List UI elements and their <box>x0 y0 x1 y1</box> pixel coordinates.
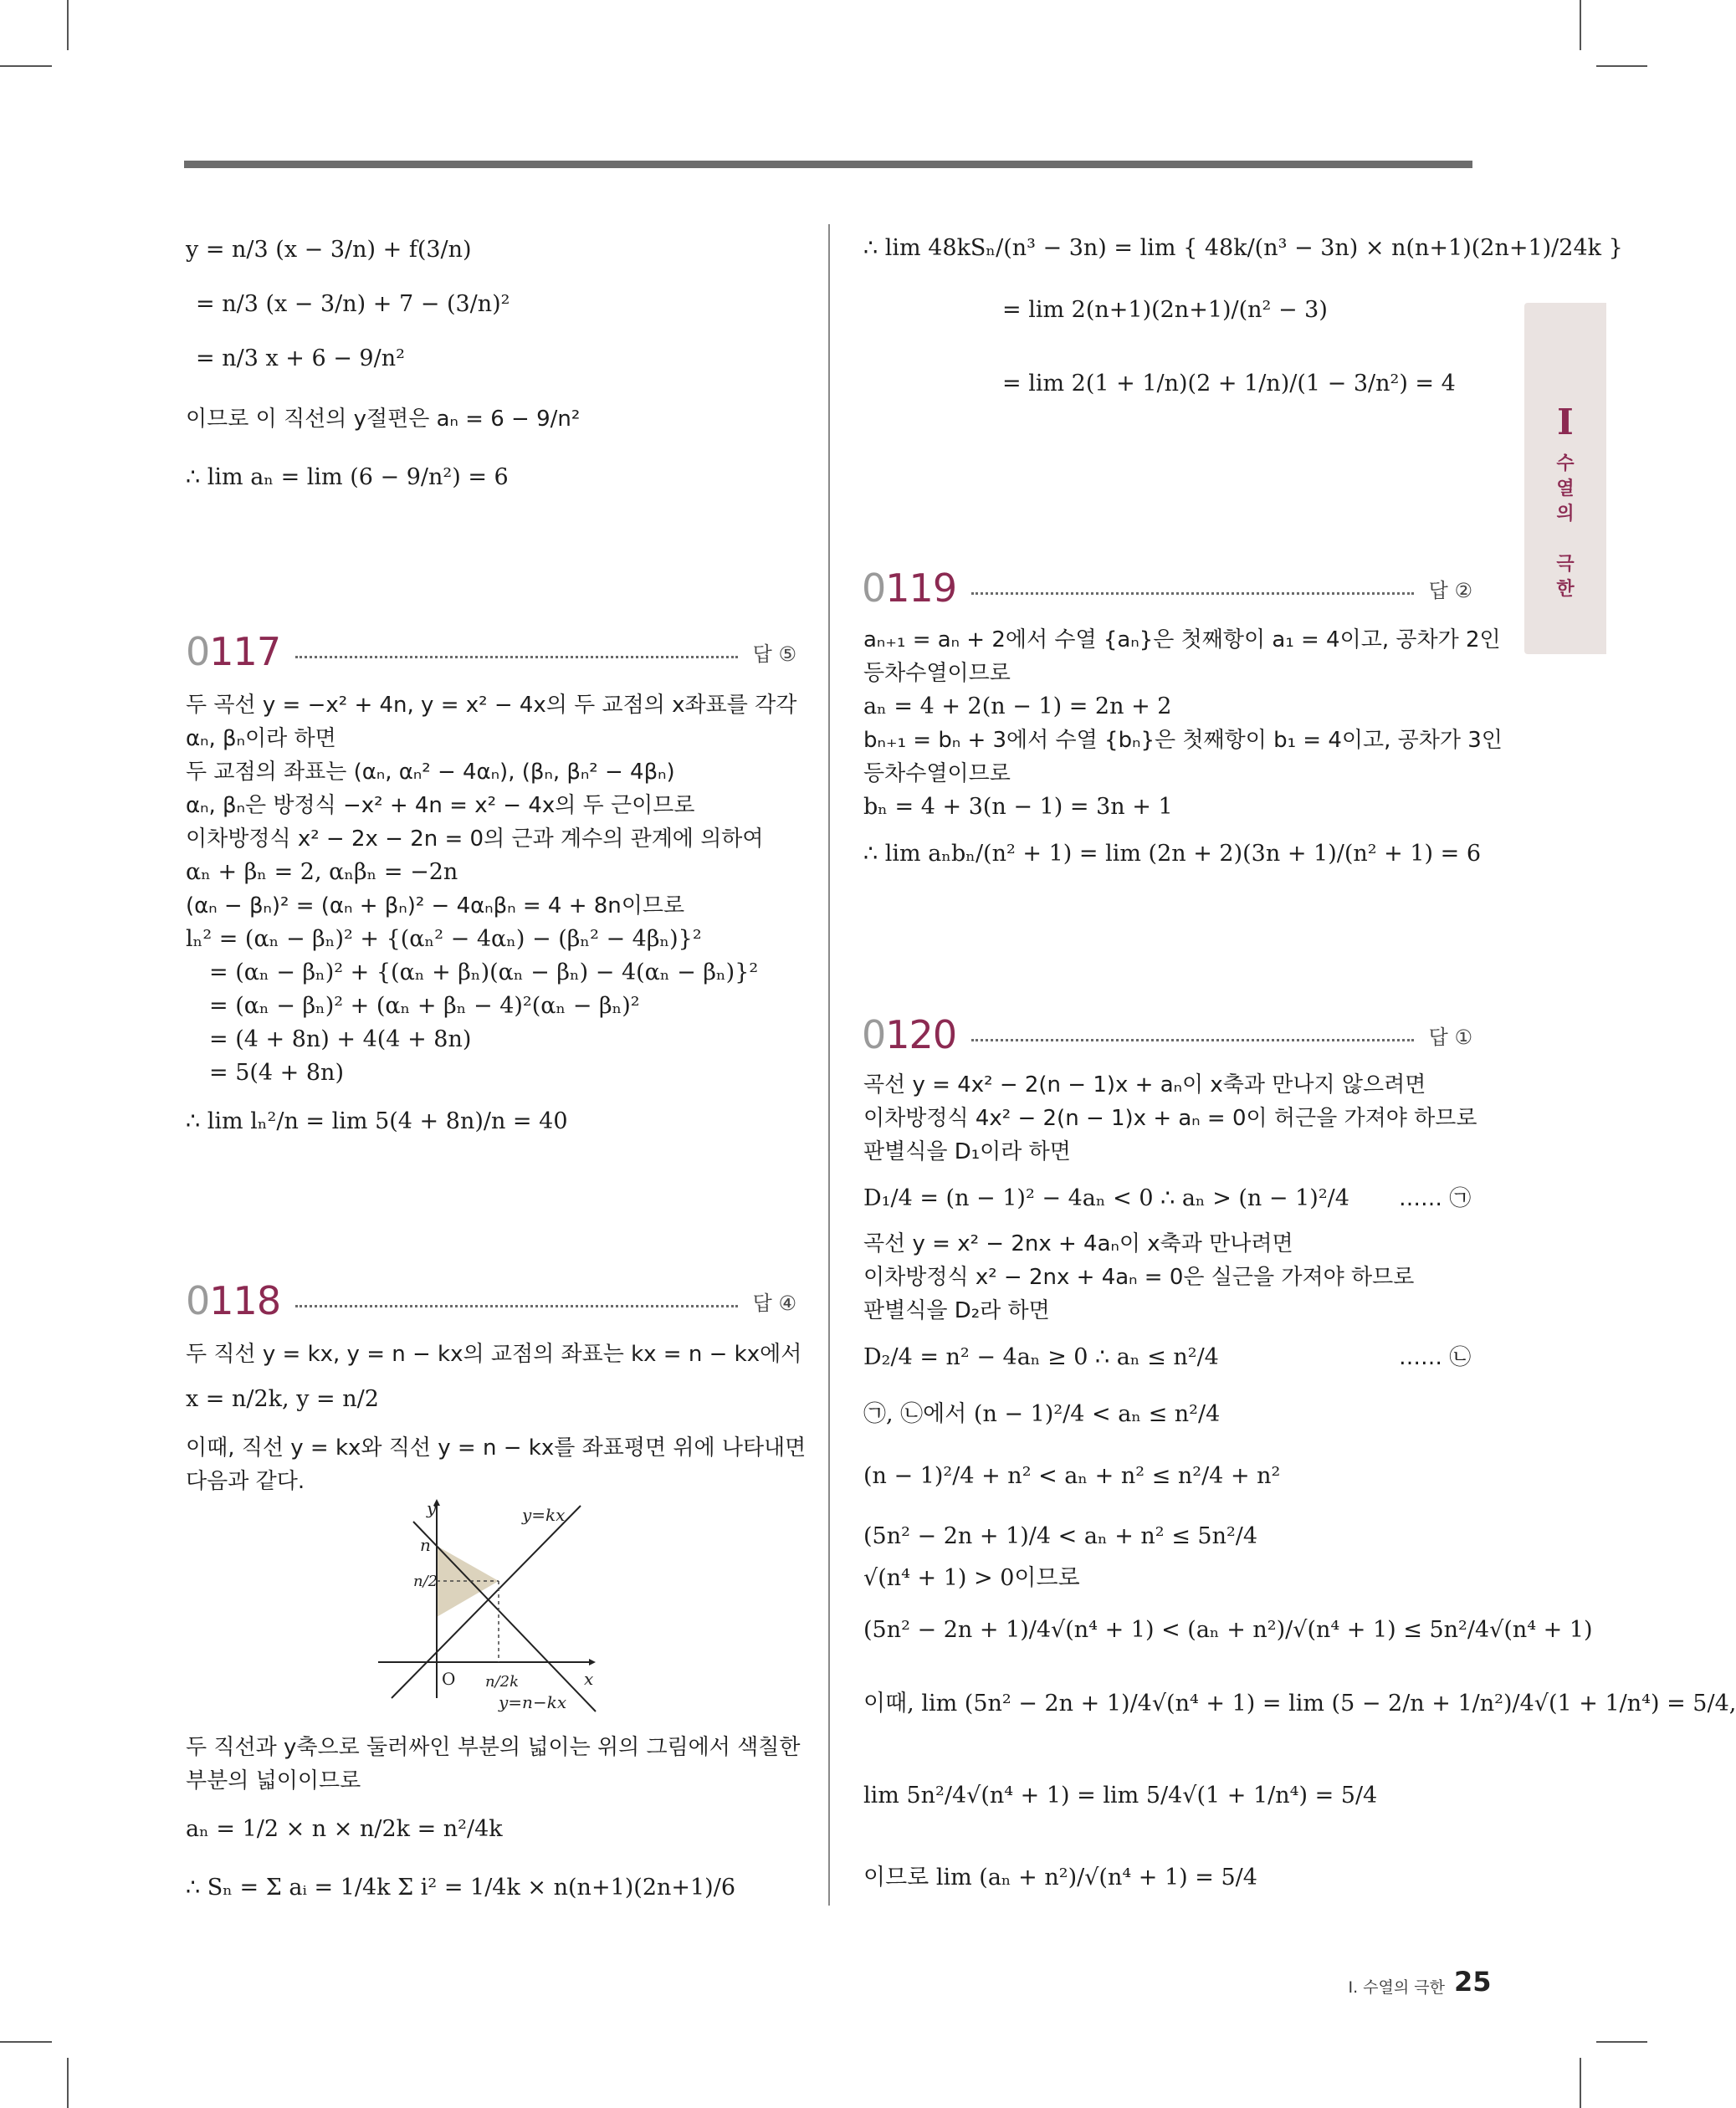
label-origin: O <box>442 1669 456 1689</box>
chapter-title: 수 열 의 극 한 <box>1556 453 1575 600</box>
solution-line: = (αₙ − βₙ)² + {(αₙ + βₙ)(αₙ − βₙ) − 4(αₙ − βₙ)}² <box>209 959 759 985</box>
marker-1: …… ㉠ <box>1399 1186 1472 1211</box>
solution-line: 판별식을 D₁이라 하면 <box>863 1139 1071 1164</box>
solution-line: bₙ = 4 + 3(n − 1) = 3n + 1 <box>863 794 1173 820</box>
solution-line: (αₙ − βₙ)² = (αₙ + βₙ)² − 4αₙβₙ = 4 + 8n이므로 <box>186 893 685 918</box>
left-intro-line-3: = n/3 x + 6 − 9/n² <box>196 345 405 371</box>
solution-line: 이차방정식 x² − 2nx + 4aₙ = 0은 실근을 가져야 하므로 <box>863 1265 1415 1290</box>
solution-line: D₂/4 = n² − 4aₙ ≥ 0 ∴ aₙ ≤ n²/4 <box>863 1344 1219 1370</box>
label-line-y-n-kx: y=n−kx <box>499 1692 567 1712</box>
solution-line: aₙ = 1/2 × n × n/2k = n²/4k <box>186 1816 503 1842</box>
solution-line: √(n⁴ + 1) > 0이므로 <box>863 1565 1080 1591</box>
solution-line: = (4 + 8n) + 4(4 + 8n) <box>209 1026 472 1052</box>
solution-line: 두 곡선 y = −x² + 4n, y = x² − 4x의 두 교점의 x좌표를 각각 <box>186 693 797 718</box>
problem-header-0118 <box>186 1278 796 1323</box>
right-intro-line-3: = lim 2(1 + 1/n)(2 + 1/n)/(1 − 3/n²) = 4 <box>1002 371 1456 397</box>
solution-line: 두 직선과 y축으로 둘러싸인 부분의 넓이는 위의 그림에서 색칠한 <box>186 1735 801 1760</box>
problem-header-0120 <box>862 1012 1472 1057</box>
leader-dots <box>971 1039 1414 1041</box>
solution-line: (5n² − 2n + 1)/4 < aₙ + n² ≤ 5n²/4 <box>863 1523 1258 1549</box>
crop-mark <box>1580 0 1581 50</box>
solution-line: D₁/4 = (n − 1)² − 4aₙ < 0 ∴ aₙ > (n − 1)²/4 <box>863 1185 1349 1211</box>
solution-line: ∴ Sₙ = Σ aᵢ = 1/4k Σ i² = 1/4k × n(n+1)(2n+1)/6 <box>186 1875 735 1901</box>
column-divider <box>828 224 830 1906</box>
problem-header-0117 <box>186 629 796 674</box>
solution-line: 다음과 같다. <box>186 1469 305 1494</box>
solution-line: 이차방정식 4x² − 2(n − 1)x + aₙ = 0이 허근을 가져야 하므로 <box>863 1106 1477 1131</box>
marker-2: …… ㉡ <box>1399 1345 1472 1370</box>
solution-line: 판별식을 D₂라 하면 <box>863 1298 1050 1323</box>
crop-mark <box>67 0 69 50</box>
crop-mark <box>0 65 52 67</box>
header-rule <box>184 161 1472 168</box>
left-intro-line-1: y = n/3 (x − 3/n) + f(3/n) <box>186 237 472 263</box>
crop-mark <box>67 2058 69 2108</box>
solution-line: 곡선 y = x² − 2nx + 4aₙ이 x축과 만나려면 <box>863 1231 1293 1256</box>
left-intro-line-2: = n/3 (x − 3/n) + 7 − (3/n)² <box>196 291 510 317</box>
footer-section-label: Ⅰ. 수열의 극한 <box>1348 1978 1445 1997</box>
answer-badge: 답 ② <box>1428 578 1472 602</box>
label-y: y <box>427 1498 437 1518</box>
leader-dots <box>295 1305 738 1307</box>
solution-line: 이차방정식 x² − 2x − 2n = 0의 근과 계수의 관계에 의하여 <box>186 826 764 852</box>
page-number: 25 <box>1454 1966 1492 1998</box>
answer-badge: 답 ④ <box>752 1291 796 1315</box>
solution-line: (n − 1)²/4 + n² < aₙ + n² ≤ n²/4 + n² <box>863 1463 1281 1489</box>
solution-line: = (αₙ − βₙ)² + (αₙ + βₙ − 4)²(αₙ − βₙ)² <box>209 993 640 1019</box>
label-n-2k: n/2k <box>485 1673 520 1691</box>
label-line-y-kx: y=kx <box>522 1505 566 1525</box>
solution-line: 이때, 직선 y = kx와 직선 y = n − kx를 좌표평면 위에 나타내면 <box>186 1435 807 1461</box>
problem-number: 0117 <box>186 629 281 674</box>
left-intro-line-4: 이므로 이 직선의 y절편은 aₙ = 6 − 9/n² <box>186 407 581 432</box>
crop-mark <box>0 2041 52 2043</box>
problem-number: 0118 <box>186 1278 281 1323</box>
solution-line: 이때, lim (5n² − 2n + 1)/4√(n⁴ + 1) = lim (5 − 2/n + 1/n²)/4√(1 + 1/n⁴) = 5/4, <box>863 1691 1736 1717</box>
solution-line: x = n/2k, y = n/2 <box>186 1386 379 1412</box>
solution-line: 부분의 넓이이므로 <box>186 1768 361 1793</box>
crop-mark <box>1596 65 1647 67</box>
x-axis-arrow <box>589 1659 596 1665</box>
chapter-roman: I <box>1557 402 1574 443</box>
label-n: n <box>420 1535 431 1555</box>
left-intro-line-5: ∴ lim aₙ = lim (6 − 9/n²) = 6 <box>186 464 509 490</box>
answer-badge: 답 ① <box>1428 1025 1472 1049</box>
solution-line: ∴ lim aₙbₙ/(n² + 1) = lim (2n + 2)(3n + 1)/(n² + 1) = 6 <box>863 841 1482 867</box>
solution-line: = 5(4 + 8n) <box>209 1060 344 1086</box>
solution-line: 두 교점의 좌표는 (αₙ, αₙ² − 4αₙ), (βₙ, βₙ² − 4βₙ) <box>186 760 675 785</box>
solution-line: αₙ, βₙ이라 하면 <box>186 726 336 751</box>
intersection-graph <box>375 1497 609 1723</box>
solution-line: 이므로 lim (aₙ + n²)/√(n⁴ + 1) = 5/4 <box>863 1865 1257 1891</box>
solution-line: ∴ lim lₙ²/n = lim 5(4 + 8n)/n = 40 <box>186 1108 568 1134</box>
solution-line: (5n² − 2n + 1)/4√(n⁴ + 1) < (aₙ + n²)/√(n⁴ + 1) ≤ 5n²/4√(n⁴ + 1) <box>863 1617 1593 1643</box>
label-n-half: n/2 <box>413 1573 438 1590</box>
chapter-tab <box>1524 303 1606 654</box>
problem-header-0119 <box>862 565 1472 611</box>
solution-line: bₙ₊₁ = bₙ + 3에서 수열 {bₙ}은 첫째항이 b₁ = 4이고, 공차가 3인 <box>863 728 1503 753</box>
solution-line: lim 5n²/4√(n⁴ + 1) = lim 5/4√(1 + 1/n⁴) = 5/4 <box>863 1783 1378 1809</box>
solution-line: ㉠, ㉡에서 (n − 1)²/4 < aₙ ≤ n²/4 <box>863 1401 1221 1427</box>
leader-dots <box>295 656 738 658</box>
solution-line: 등차수열이므로 <box>863 761 1011 786</box>
right-intro-line-2: = lim 2(n+1)(2n+1)/(n² − 3) <box>1002 297 1328 323</box>
solution-line: 두 직선 y = kx, y = n − kx의 교점의 좌표는 kx = n − kx에서 <box>186 1342 802 1367</box>
solution-line: αₙ, βₙ은 방정식 −x² + 4n = x² − 4x의 두 근이므로 <box>186 793 695 818</box>
crop-mark <box>1596 2041 1647 2043</box>
answer-badge: 답 ⑤ <box>752 642 796 666</box>
leader-dots <box>971 592 1414 595</box>
right-intro-line-1: ∴ lim 48kSₙ/(n³ − 3n) = lim { 48k/(n³ − 3n) × n(n+1)(2n+1)/24k } <box>863 235 1623 261</box>
solution-line: aₙ = 4 + 2(n − 1) = 2n + 2 <box>863 693 1172 719</box>
problem-number: 0120 <box>862 1012 957 1057</box>
label-x: x <box>584 1669 594 1689</box>
solution-line: lₙ² = (αₙ − βₙ)² + {(αₙ² − 4αₙ) − (βₙ² − 4βₙ)}² <box>186 926 702 952</box>
solution-line: αₙ + βₙ = 2, αₙβₙ = −2n <box>186 859 458 885</box>
crop-mark <box>1580 2058 1581 2108</box>
solution-line: 등차수열이므로 <box>863 661 1011 686</box>
problem-number: 0119 <box>862 565 957 611</box>
solution-line: aₙ₊₁ = aₙ + 2에서 수열 {aₙ}은 첫째항이 a₁ = 4이고, 공차가 2인 <box>863 627 1501 652</box>
solution-line: 곡선 y = 4x² − 2(n − 1)x + aₙ이 x축과 만나지 않으려면 <box>863 1072 1426 1097</box>
